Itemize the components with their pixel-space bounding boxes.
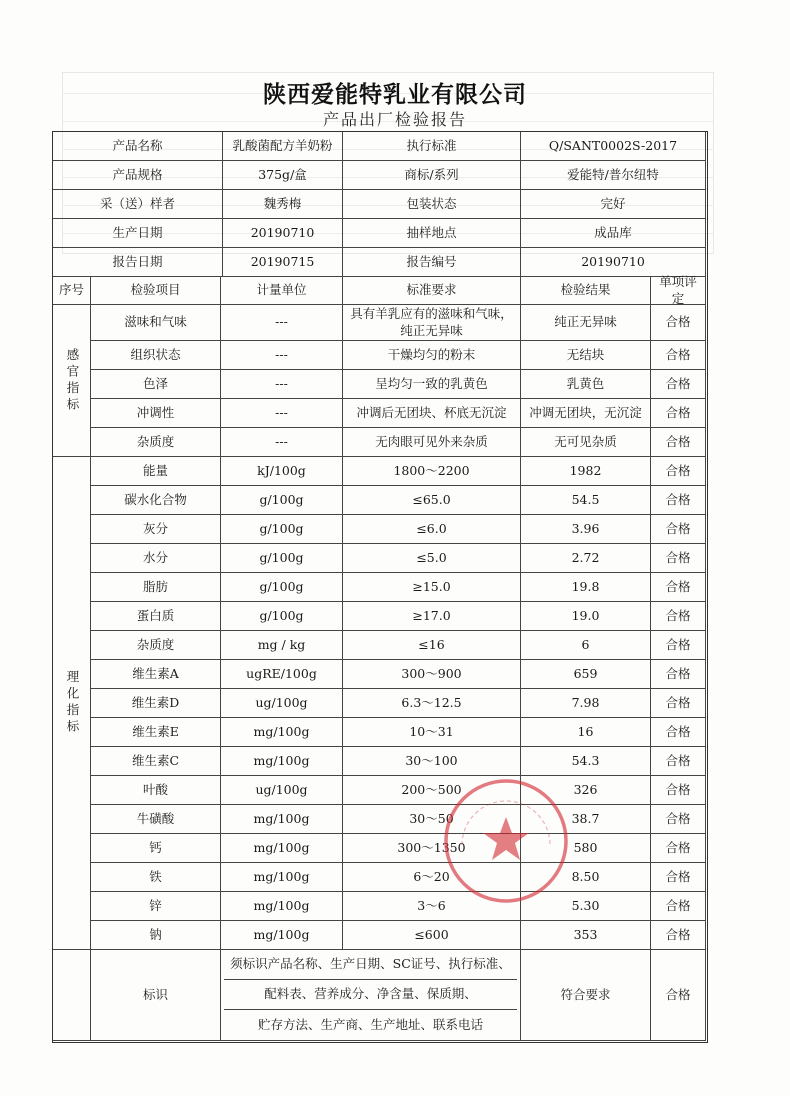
empty-serial [53,950,91,1041]
item-name: 铁 [91,863,221,892]
standard: 干燥均匀的粉末 [343,341,521,370]
label-verdict: 合格 [651,950,706,1041]
column-header: 计量单位 [221,277,343,305]
standard: ≤6.0 [343,515,521,544]
verdict: 合格 [651,573,706,602]
info-label: 报告编号 [343,248,521,277]
result: 纯正无异味 [521,305,651,341]
info-label: 采（送）样者 [53,190,223,219]
info-label: 执行标准 [343,132,521,161]
unit: g/100g [221,573,343,602]
unit: ug/100g [221,689,343,718]
item-name: 维生素C [91,747,221,776]
unit: --- [221,370,343,399]
verdict: 合格 [651,921,706,950]
result: 19.8 [521,573,651,602]
verdict: 合格 [651,776,706,805]
standard: 30～100 [343,747,521,776]
result: 54.5 [521,486,651,515]
result: 3.96 [521,515,651,544]
standard: 300～1350 [343,834,521,863]
unit: g/100g [221,486,343,515]
standard: 6.3～12.5 [343,689,521,718]
item-name: 灰分 [91,515,221,544]
info-value: 成品库 [521,219,706,248]
standard: ≤600 [343,921,521,950]
unit: mg / kg [221,631,343,660]
result: 326 [521,776,651,805]
standard: 6～20 [343,863,521,892]
result: 2.72 [521,544,651,573]
label-requirement-line: 配料表、营养成分、净含量、保质期、 [224,980,517,1010]
result: 无可见杂质 [521,428,651,457]
item-name: 色泽 [91,370,221,399]
info-value: 20190710 [223,219,343,248]
result: 659 [521,660,651,689]
standard: ≤16 [343,631,521,660]
info-value: 20190710 [521,248,706,277]
info-value: 乳酸菌配方羊奶粉 [223,132,343,161]
standard: 无肉眼可见外来杂质 [343,428,521,457]
info-label: 包装状态 [343,190,521,219]
unit: mg/100g [221,834,343,863]
report-title: 产品出厂检验报告 [322,110,467,129]
verdict: 合格 [651,805,706,834]
verdict: 合格 [651,457,706,486]
unit: mg/100g [221,921,343,950]
item-name-label: 标识 [91,950,221,1041]
info-value: Q/SANT0002S-2017 [521,132,706,161]
result: 无结块 [521,341,651,370]
info-label: 产品规格 [53,161,223,190]
result: 6 [521,631,651,660]
verdict: 合格 [651,718,706,747]
column-header: 检验项目 [91,277,221,305]
unit: mg/100g [221,747,343,776]
unit: --- [221,341,343,370]
standard: 具有羊乳应有的滋味和气味，纯正无异味 [343,305,521,341]
unit: mg/100g [221,892,343,921]
group-label-sensory: 感官指标 [53,305,91,457]
standard: 3～6 [343,892,521,921]
group-label-physchem: 理化指标 [53,457,91,950]
item-name: 锌 [91,892,221,921]
standard: ≤5.0 [343,544,521,573]
company-name: 陕西爱能特乳业有限公司 [263,82,527,108]
standard: 30～50 [343,805,521,834]
item-name: 维生素E [91,718,221,747]
verdict: 合格 [651,631,706,660]
item-name: 杂质度 [91,631,221,660]
info-label: 生产日期 [53,219,223,248]
result: 353 [521,921,651,950]
result: 冲调无团块，无沉淀 [521,399,651,428]
unit: kJ/100g [221,457,343,486]
verdict: 合格 [651,602,706,631]
info-label: 产品名称 [53,132,223,161]
column-header: 标准要求 [343,277,521,305]
verdict: 合格 [651,544,706,573]
info-value: 爱能特/普尔纽特 [521,161,706,190]
column-header: 检验结果 [521,277,651,305]
item-name: 滋味和气味 [91,305,221,341]
info-label: 商标/系列 [343,161,521,190]
verdict: 合格 [651,428,706,457]
verdict: 合格 [651,747,706,776]
label-result: 符合要求 [521,950,651,1041]
standard: ≥15.0 [343,573,521,602]
result: 16 [521,718,651,747]
unit: --- [221,305,343,341]
item-name: 冲调性 [91,399,221,428]
info-label: 报告日期 [53,248,223,277]
label-requirement-line: 贮存方法、生产商、生产地址、联系电话 [257,1016,483,1032]
item-name: 牛磺酸 [91,805,221,834]
standard: 200～500 [343,776,521,805]
unit: ug/100g [221,776,343,805]
unit: mg/100g [221,863,343,892]
item-name: 碳水化合物 [91,486,221,515]
unit: mg/100g [221,718,343,747]
unit: g/100g [221,602,343,631]
inspection-table [52,131,708,1043]
verdict: 合格 [651,515,706,544]
standard: 300～900 [343,660,521,689]
item-name: 钙 [91,834,221,863]
label-requirement-line: 须标识产品名称、生产日期、SC证号、执行标准、 [224,950,517,980]
item-name: 叶酸 [91,776,221,805]
unit: --- [221,399,343,428]
unit: ugRE/100g [221,660,343,689]
verdict: 合格 [651,863,706,892]
item-name: 脂肪 [91,573,221,602]
standard: ≥17.0 [343,602,521,631]
unit: g/100g [221,515,343,544]
standard: ≤65.0 [343,486,521,515]
result: 19.0 [521,602,651,631]
info-value: 完好 [521,190,706,219]
standard: 1800～2200 [343,457,521,486]
unit: mg/100g [221,805,343,834]
verdict: 合格 [651,834,706,863]
verdict: 合格 [651,486,706,515]
verdict: 合格 [651,305,706,341]
unit: --- [221,428,343,457]
item-name: 组织状态 [91,341,221,370]
item-name: 水分 [91,544,221,573]
item-name: 钠 [91,921,221,950]
result: 580 [521,834,651,863]
item-name: 维生素D [91,689,221,718]
info-label: 抽样地点 [343,219,521,248]
result: 5.30 [521,892,651,921]
info-value: 375g/盒 [223,161,343,190]
item-name: 能量 [91,457,221,486]
info-value: 20190715 [223,248,343,277]
standard: 10～31 [343,718,521,747]
standard: 冲调后无团块、杯底无沉淀 [343,399,521,428]
verdict: 合格 [651,341,706,370]
result: 38.7 [521,805,651,834]
result: 54.3 [521,747,651,776]
verdict: 合格 [651,399,706,428]
item-name: 蛋白质 [91,602,221,631]
verdict: 合格 [651,370,706,399]
info-value: 魏秀梅 [223,190,343,219]
item-name: 杂质度 [91,428,221,457]
result: 7.98 [521,689,651,718]
result: 乳黄色 [521,370,651,399]
unit: g/100g [221,544,343,573]
verdict: 合格 [651,689,706,718]
verdict: 合格 [651,892,706,921]
result: 1982 [521,457,651,486]
result: 8.50 [521,863,651,892]
label-requirement [221,950,521,1041]
column-header: 序号 [53,277,91,305]
standard: 呈均匀一致的乳黄色 [343,370,521,399]
column-header: 单项评定 [651,277,706,305]
item-name: 维生素A [91,660,221,689]
verdict: 合格 [651,660,706,689]
